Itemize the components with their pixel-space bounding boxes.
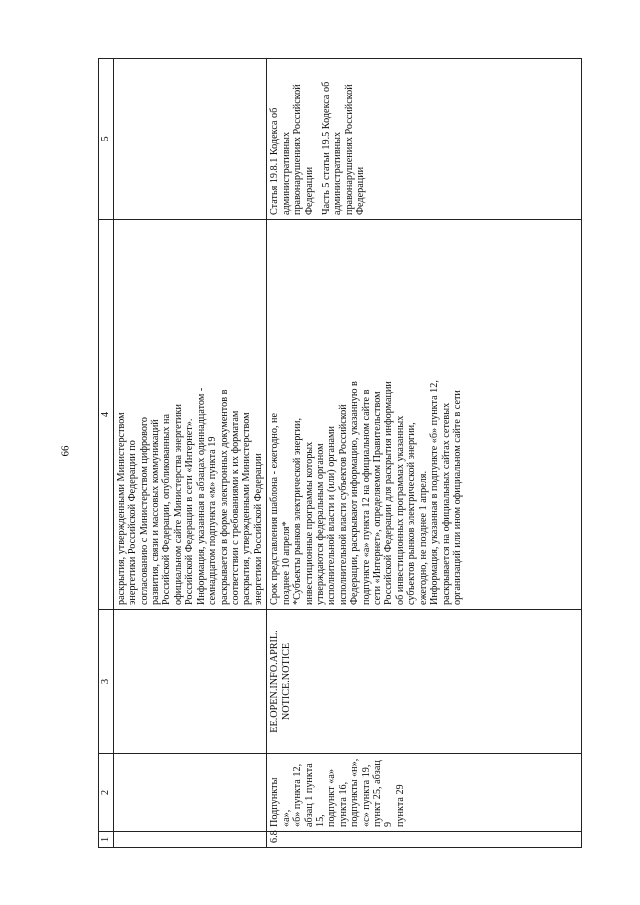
text-line: Информация, указанная в абзацах одиннадцатом - (195, 387, 207, 605)
penalty-block-1 (269, 63, 315, 215)
text-line: административных (332, 131, 344, 215)
text-line: организаций или ином официальном сайте в сети (451, 390, 463, 605)
text-line: субъектов рынков электрической энергии, (406, 422, 418, 605)
text-line: подпункт «а» (326, 769, 338, 827)
requirements-table (98, 58, 582, 848)
text-line: исполнительной власти субъектов Российской (337, 404, 349, 605)
table-row-6-8 (267, 59, 582, 848)
cell-empty (113, 754, 266, 832)
text-line: официальном сайте Министерства энергетики (172, 404, 184, 605)
text-line: развития, связи и массовых коммуникаций (150, 419, 162, 605)
text-line: семнадцатом подпункта «м» пункта 19 (207, 436, 219, 605)
text-line: сети «Интернет», определяемом Правительством (372, 391, 384, 605)
text-line: энергетики Российской Федерации (252, 453, 264, 605)
header-cell-5: 5 (99, 59, 114, 220)
deadline-text-cell (267, 220, 582, 610)
text-line: «с» пункта 19, (360, 764, 372, 827)
table-row-continuation (113, 59, 266, 848)
template-code-cell (267, 610, 582, 754)
text-line: Федерации (355, 166, 367, 215)
penalty-articles-cell (267, 59, 582, 220)
text-line: пункт 25, абзац 9 (372, 760, 395, 827)
text-line: ежегодно, не позднее 1 апреля. (417, 470, 429, 605)
text-line: подпункте «а» пункта 12 на официальном сайте в (360, 389, 372, 605)
text-line: исполнительной власти и (или) органами (326, 426, 338, 605)
text-line: «б» пункта 12, (292, 763, 304, 827)
text-line: правонарушениях Российской (343, 84, 355, 215)
text-line: утверждаются федеральным органом (314, 443, 326, 605)
continuation-text-cell (113, 220, 266, 610)
text-line: раскрытия, утвержденными Министерством (115, 412, 127, 605)
text-line: Российской Федерации для раскрытия информации (383, 381, 395, 605)
table-header-row (99, 59, 114, 848)
text-line: Статья 19.8.1 Кодекса об (269, 107, 281, 215)
cell-empty (113, 59, 266, 220)
text-line: подпункты «н», (349, 758, 361, 827)
penalty-block-2 (321, 63, 367, 215)
text-line: энергетики Российской Федерации по (127, 440, 139, 605)
text-line: Часть 5 статьи 19.5 Кодекса об (320, 81, 332, 215)
text-line: NOTICE.NOTICE (280, 642, 292, 721)
text-line: EE.OPEN.INFO.APRIL. (269, 630, 281, 733)
text-line: Информация, указанная в подпункте «б» пункта 12, (429, 380, 441, 605)
header-cell-3: 3 (99, 610, 114, 754)
text-line: пункта 29 (394, 784, 406, 827)
text-line: раскрывается в форме электронных документов в (218, 389, 230, 605)
legal-references-cell (267, 754, 582, 832)
text-line: Срок представления шаблона - ежегодно, не (269, 412, 281, 605)
text-line: об инвестиционных программах указанных (394, 415, 406, 605)
text-line: пункта 16, (337, 781, 349, 827)
row-number: 6.8 (267, 832, 582, 848)
text-line: раскрывается на официальных сайтах сетевых (440, 402, 452, 605)
rotated-table-wrapper (98, 58, 582, 848)
text-line: раскрытия, утвержденными Министерством (241, 412, 253, 605)
cell-empty (113, 832, 266, 848)
page-number: 66 (59, 445, 72, 457)
text-line: согласованию с Министерством цифрового (138, 417, 150, 605)
text-line: Подпункты «а», (269, 777, 292, 827)
text-line: позднее 10 апреля* (280, 521, 292, 605)
text-line: абзац 1 пункта 15, (303, 763, 326, 827)
text-line: административных (280, 131, 292, 215)
text-line: соответствии с требованиями к их форматам (229, 410, 241, 605)
header-cell-1: 1 (99, 832, 114, 848)
text-line: Федерации, раскрывают информацию, указанную в (349, 381, 361, 605)
text-line: Федерации (303, 166, 315, 215)
text-line: *Субъекты рынков электрической энергии, (292, 418, 304, 605)
header-cell-2: 2 (99, 754, 114, 832)
text-line: Российской Федерации в сети «Интернет». (184, 418, 196, 605)
text-line: инвестиционные программы которых (303, 441, 315, 605)
header-cell-4: 4 (99, 220, 114, 610)
cell-empty (113, 610, 266, 754)
text-line: правонарушениях Российской (292, 84, 304, 215)
text-line: Российской Федерации, опубликованных на (161, 413, 173, 605)
